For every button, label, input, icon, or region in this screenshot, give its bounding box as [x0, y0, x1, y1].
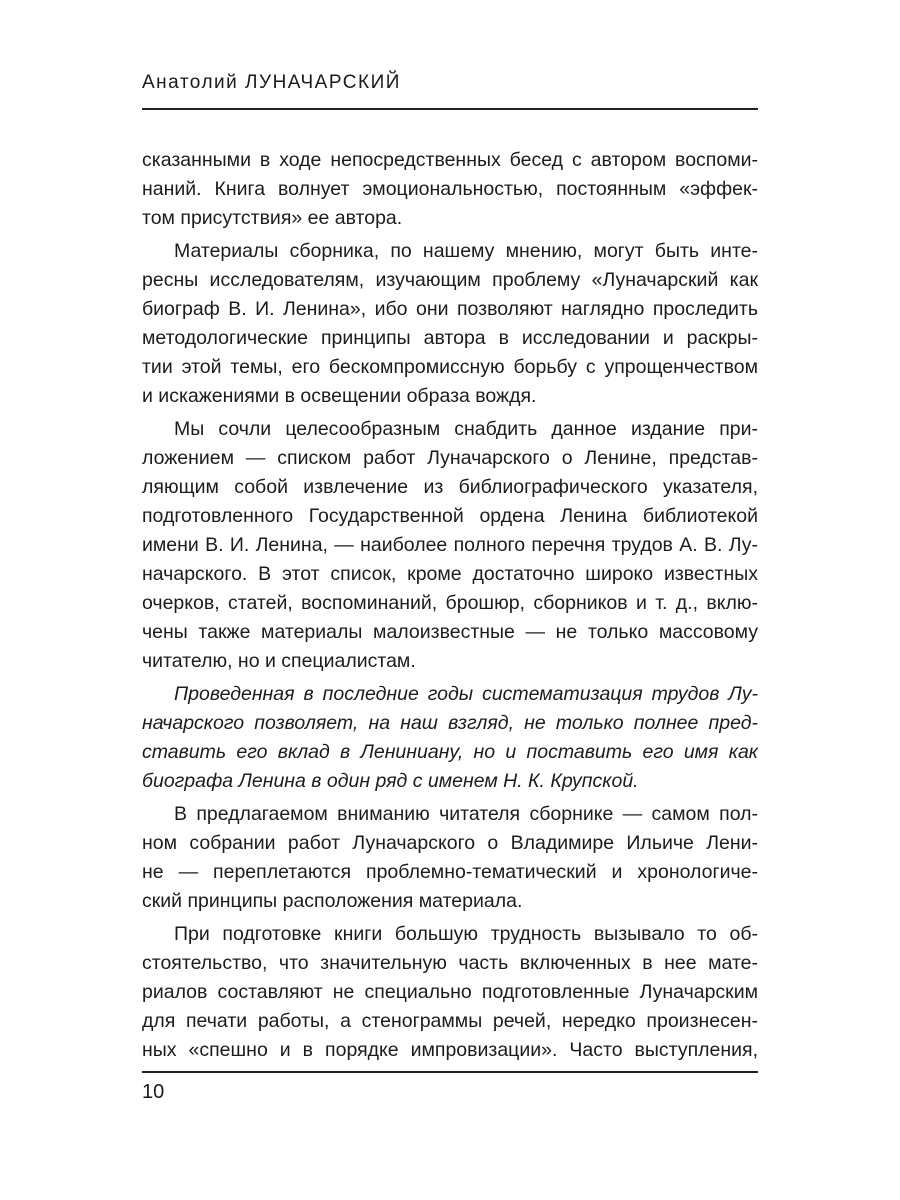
header-rule — [142, 108, 758, 110]
text-line: тии этой темы, его бескомпромиссную борьбу с упрощенчеством — [142, 356, 758, 378]
text-line: риалов составляют не специально подготовленные Луначарским — [142, 981, 758, 1003]
text-line: ных «спешно и в порядке импровизации». Часто выступления, — [142, 1039, 758, 1061]
text-line: подготовленного Государственной ордена Ленина библиотекой — [142, 505, 758, 527]
running-head: Анатолий ЛУНАЧАРСКИЙ — [142, 72, 401, 93]
text-line: ресны исследователям, изучающим проблему «Луначарский как — [142, 269, 758, 291]
text-line: читателю, но и специалистам. — [142, 650, 416, 672]
text-line: ном собрании работ Луначарского о Владимире Ильиче Лени- — [142, 832, 758, 854]
text-line: наний. Книга волнует эмоциональностью, постоянным «эффек- — [142, 178, 758, 200]
text-line: Материалы сборника, по нашему мнению, могут быть инте- — [174, 240, 758, 262]
text-line: стоятельство, что значительную часть включенных в нее мате- — [142, 952, 758, 974]
text-line: чены также материалы малоизвестные — не только массовому — [142, 621, 758, 643]
paragraph-materials — [142, 237, 758, 411]
text-line: сказанными в ходе непосредственных бесед с автором воспоми- — [142, 149, 758, 171]
text-line: и искажениями в освещении образа вождя. — [142, 385, 537, 407]
text-line: ляющим собой извлечение из библиографического указателя, — [142, 476, 758, 498]
text-line: очерков, статей, воспоминаний, брошюр, сборников и т. д., вклю- — [142, 592, 758, 614]
paragraph-collection — [142, 800, 758, 916]
paragraph-preparation — [142, 920, 758, 1065]
text-line: начарского. В этот список, кроме достаточно широко известных — [142, 563, 758, 585]
text-line: для печати работы, а стенограммы речей, нередко произнесен- — [142, 1010, 758, 1032]
text-line: не — переплетаются проблемно-тематический и хронологиче- — [142, 861, 758, 883]
footer-rule — [142, 1071, 758, 1073]
text-line: методологические принципы автора в исследовании и раскры- — [142, 327, 758, 349]
text-line: Проведенная в последние годы систематизация трудов Лу- — [174, 683, 758, 705]
text-line: том присутствия» ее автора. — [142, 207, 403, 229]
text-line: ский принципы расположения материала. — [142, 890, 523, 912]
paragraph-continuation — [142, 146, 758, 233]
text-line: имени В. И. Ленина, — наиболее полного перечня трудов А. В. Лу- — [142, 534, 758, 556]
page-number: 10 — [142, 1081, 165, 1103]
text-line: начарского позволяет, на наш взгляд, не только полнее пред- — [142, 712, 758, 734]
text-body — [142, 146, 758, 1069]
text-line: В предлагаемом вниманию читателя сборнике — самом пол- — [174, 803, 758, 825]
text-line: Мы сочли целесообразным снабдить данное издание при- — [174, 418, 758, 440]
paragraph-italic-systematization — [142, 680, 758, 796]
paragraph-appendix — [142, 415, 758, 676]
text-line: ставить его вклад в Лениниану, но и поставить его имя как — [142, 741, 758, 763]
text-line: При подготовке книги большую трудность вызывало то об- — [174, 923, 758, 945]
text-line: ложением — списком работ Луначарского о Ленине, представ- — [142, 447, 758, 469]
text-line: биографа Ленина в один ряд с именем Н. К. Крупской. — [142, 770, 639, 792]
text-line: биограф В. И. Ленина», ибо они позволяют наглядно проследить — [142, 298, 758, 320]
